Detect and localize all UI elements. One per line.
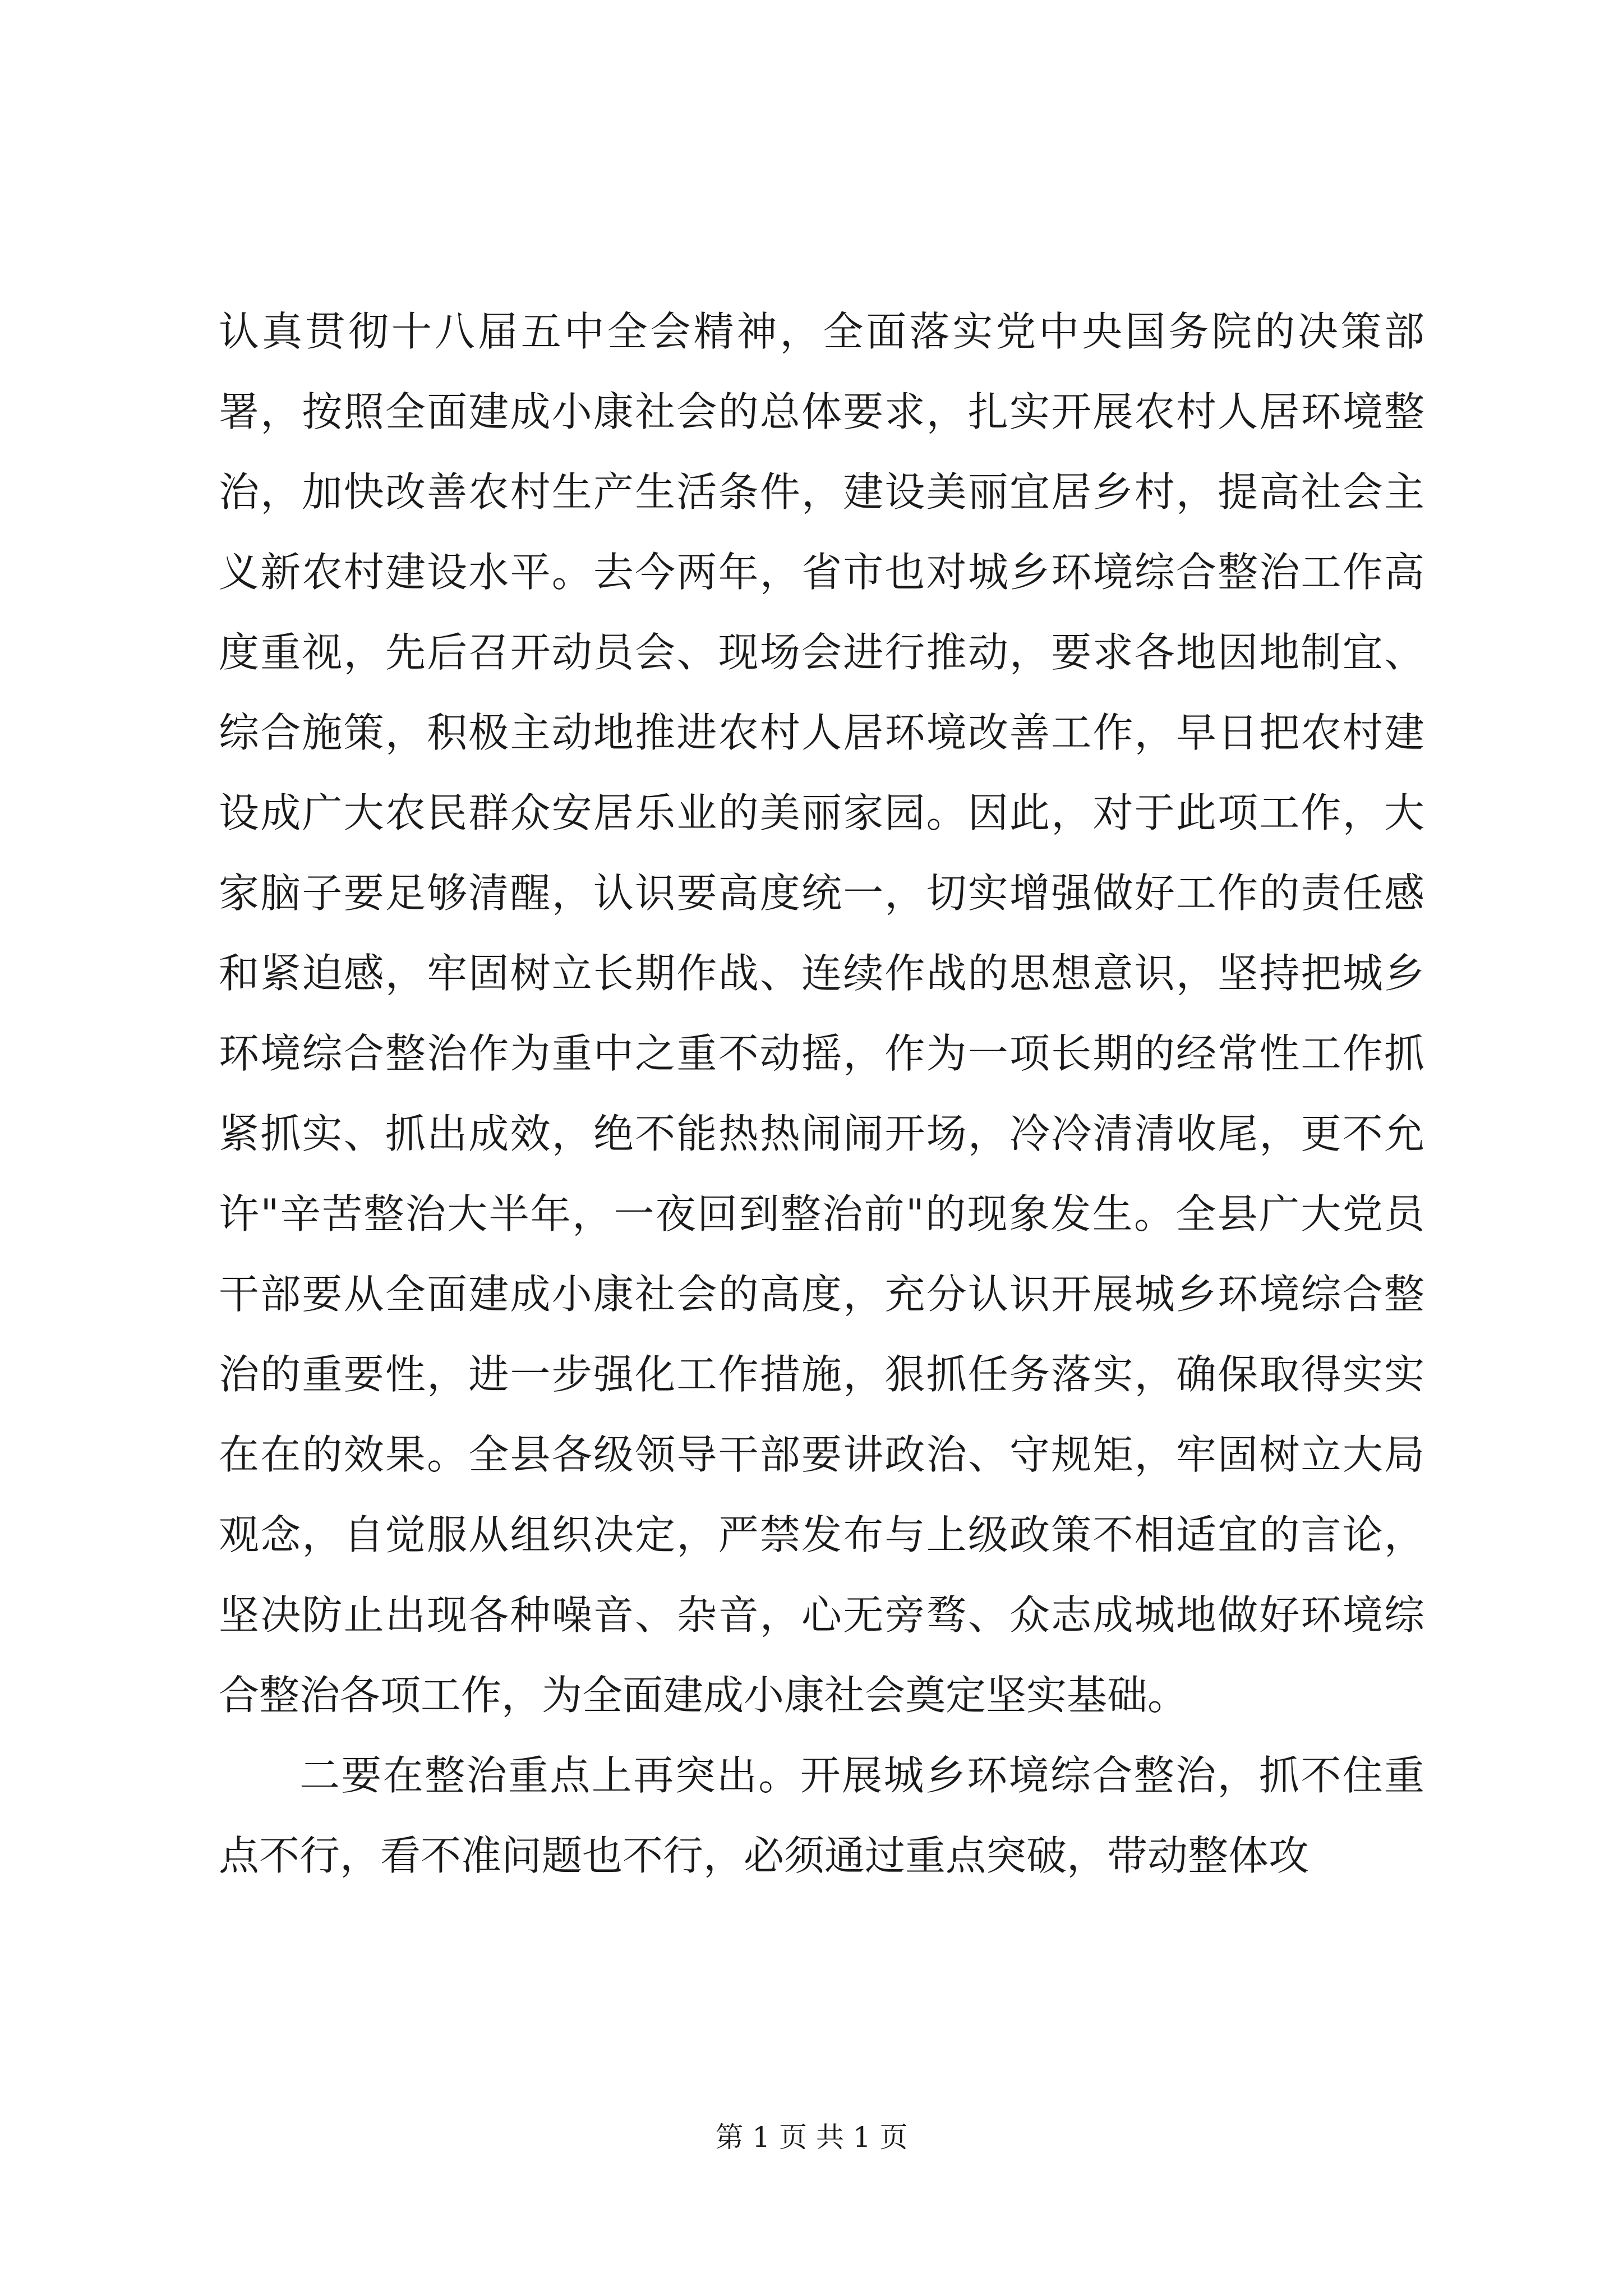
paragraph-2: 二要在整治重点上再突出。开展城乡环境综合整治，抓不住重点不行，看不准问题也不行，必须通过重点突破，带动整体攻 <box>219 1752 1424 1879</box>
page-footer: 第 1 页 共 1 页 <box>715 2121 908 2154</box>
paragraph-1: 认真贯彻十八届五中全会精神，全面落实党中央国务院的决策部署，按照全面建成小康社会的总体要求，扎实开展农村人居环境整治，加快改善农村生产生活条件，建设美丽宜居乡村，提高社会主义新农村建设水平。去今两年，省市也对城乡环境综合整治工作高度重视，先后召开动员会、现场会进行推动，要求各地因地制宜、综合施策，积极主动地推进农村人居环境改善工作，早日把农村建设成广大农民群众安居乐业的美丽家园。因此，对于此项工作，大家脑子要足够清醒，认识要高度统一，切实增强做好工作的责任感和紧迫感，牢固树立长期作战、连续作战的思想意识，坚持把城乡环境综合整治作为重中之重不动摇，作为一项长期的经常性工作抓紧抓实、抓出成效，绝不能热热闹闹开场，冷冷清清收尾，更不允许"辛苦整治大半年，一夜回到整治前"的现象发生。全县广大党员干部要从全面建成小康社会的高度，充分认识开展城乡环境综合整治的重要性，进一步强化工作措施，狠抓任务落实，确保取得实实在在的效果。全县各级领导干部要讲政治、守规矩，牢固树立大局观念，自觉服从组织决定，严禁发布与上级政策不相适宜的言论，坚决防止出现各种噪音、杂音，心无旁骛、众志成城地做好环境综合整治各项工作，为全面建成小康社会奠定坚实基础。 <box>219 308 1424 1719</box>
document-body <box>219 292 1424 1896</box>
